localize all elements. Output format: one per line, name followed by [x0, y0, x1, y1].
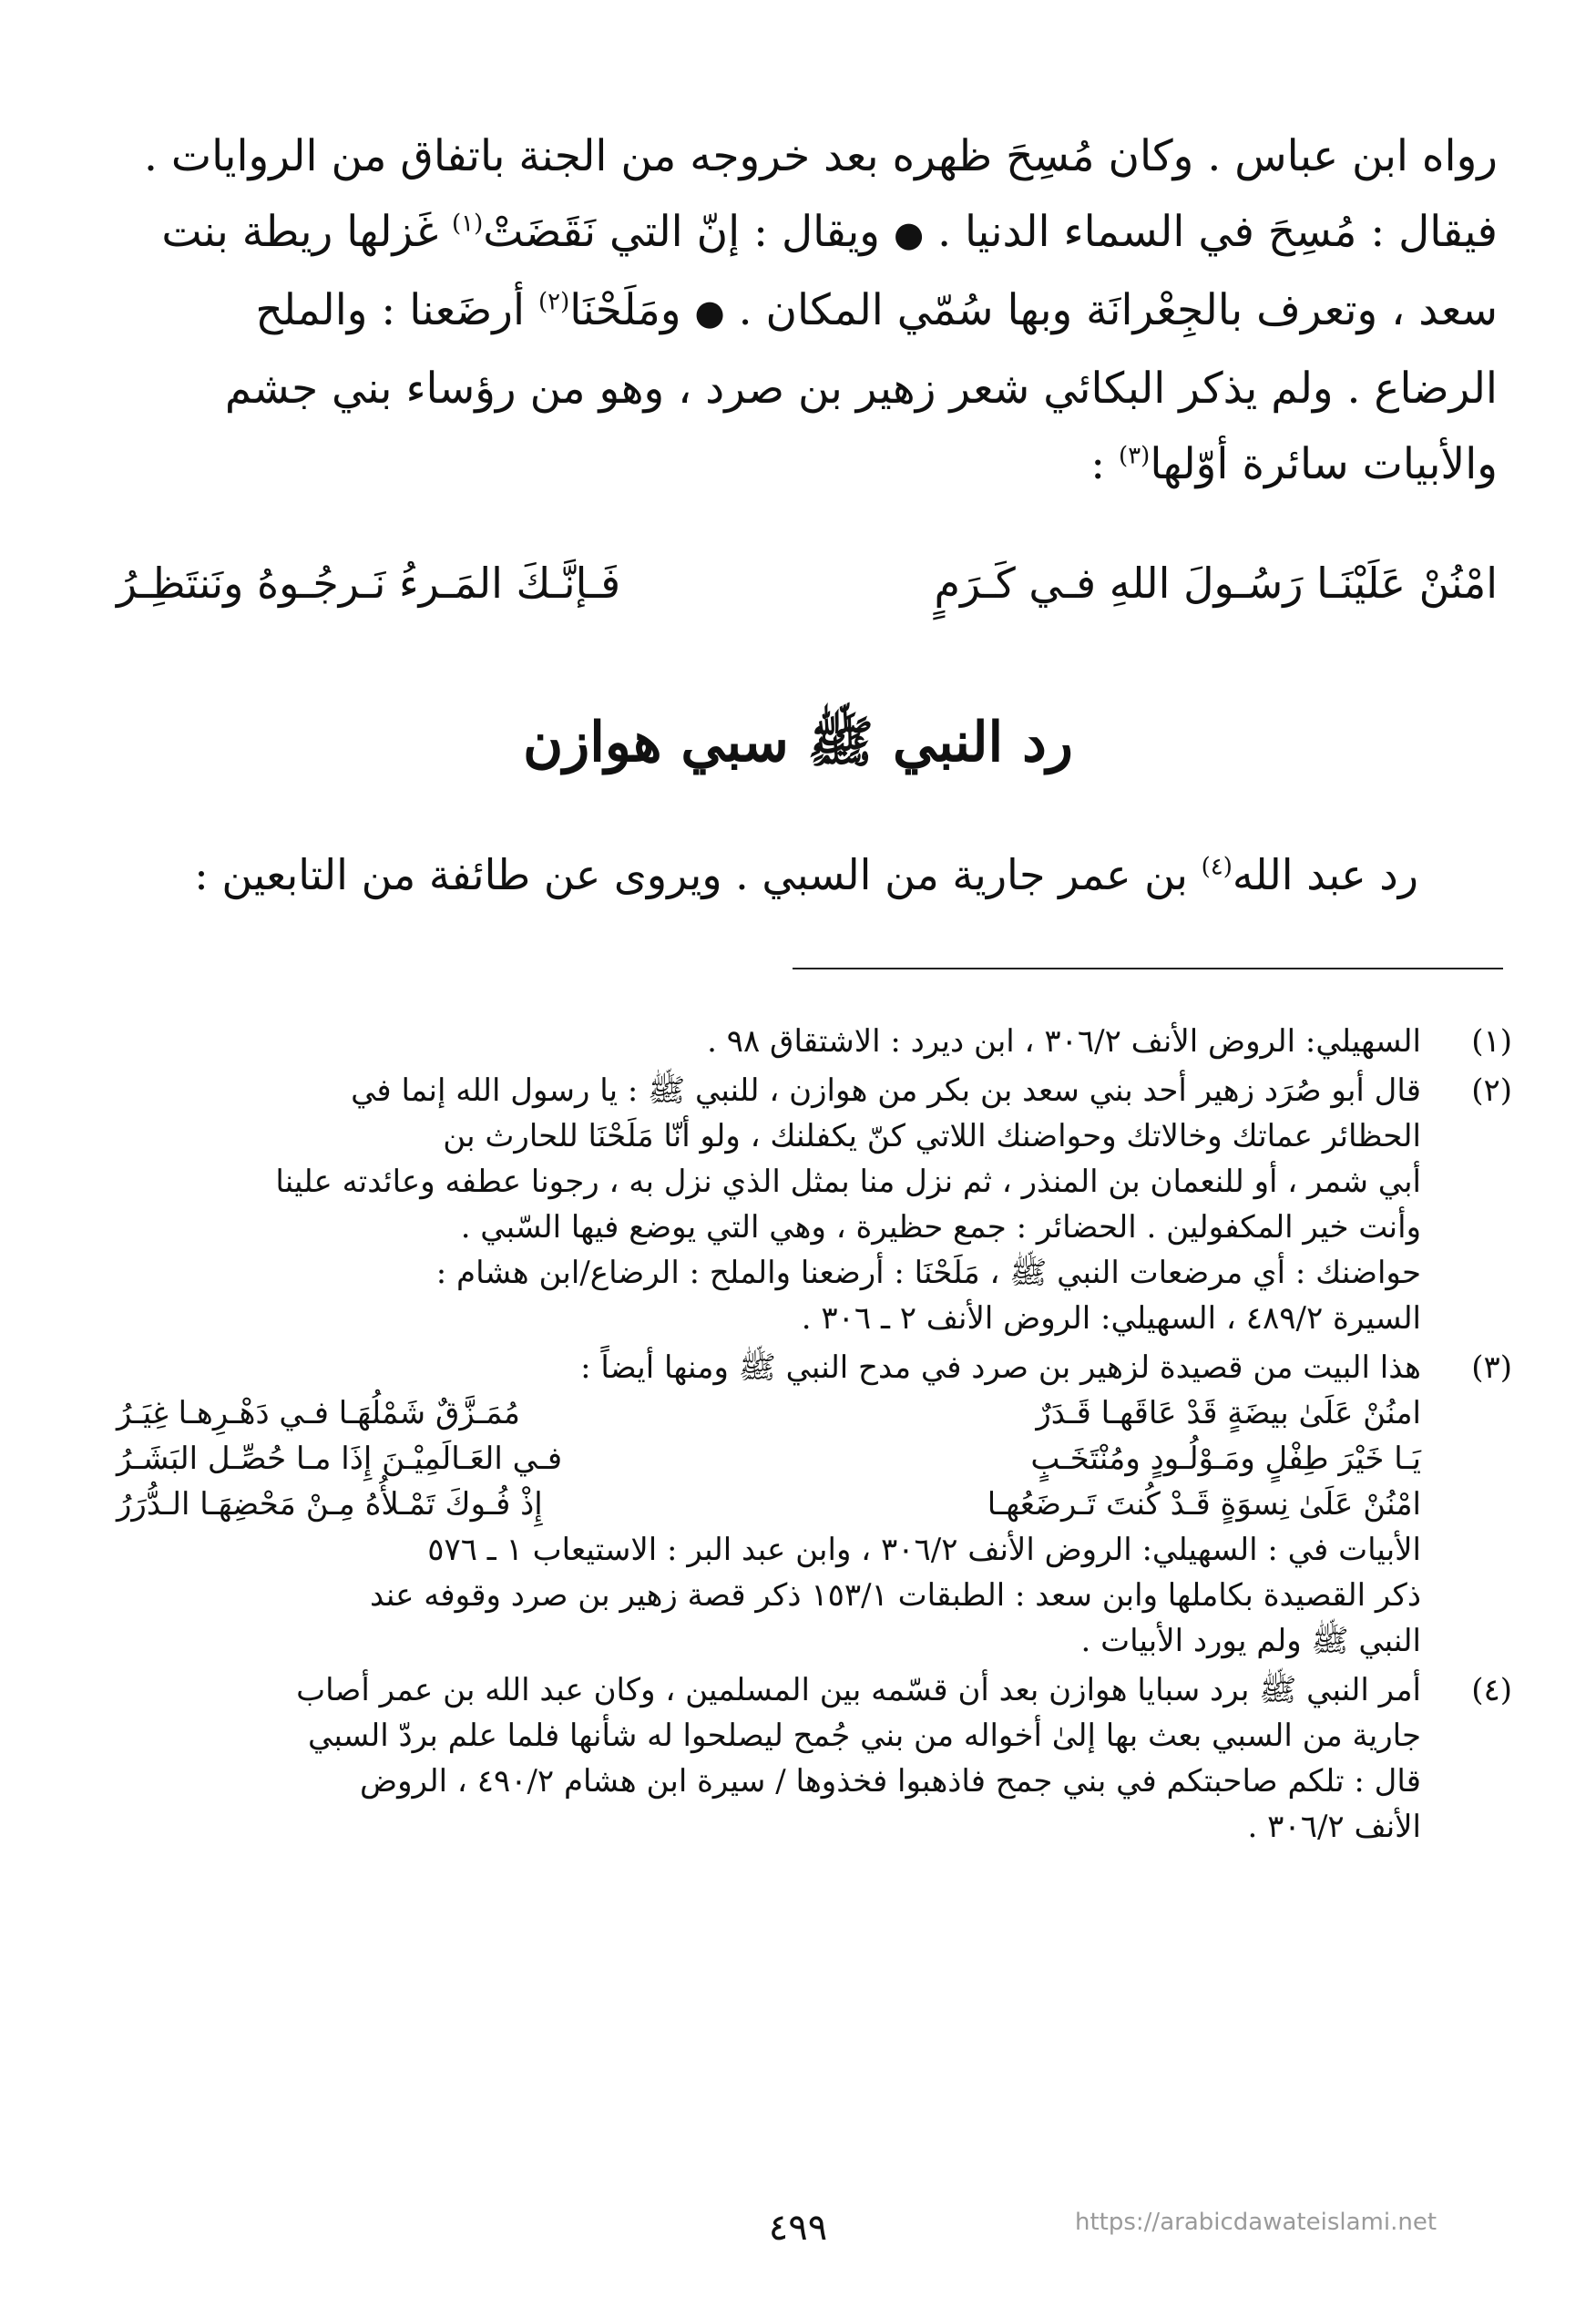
section-title: رد النبي ﷺ سبي هوازن [523, 711, 1073, 774]
footnote-mark: (٣) [1119, 442, 1151, 470]
main-line-2: فيقال : مُسِحَ في السماء الدنيا . ● ويقال : إنّ التي نَقَضَتْ$^{(١)}$ غَزلها ريطة بنت [161, 207, 1498, 257]
main-text [117, 118, 1498, 502]
page-number: ٤٩٩ [768, 2207, 828, 2249]
footnote-1 [117, 1019, 1512, 1064]
main-line-1: رواه ابن عباس . وكان مُسِحَ ظهره بعد خروجه من الجنة باتفاق من الروايات . [143, 131, 1498, 181]
main-line-5: والأبيات سائرة أوّلها$^{(٣)}$ : [1090, 439, 1498, 489]
footnote-line: وأنت خير المكفولين . الحضائر : جمع حظيرة ، وهي التي يوضع فيها السّبي . [460, 1209, 1421, 1246]
footnote-line: قال : تلكم صاحبتكم في بني جمح فاذهبوا فخذوها / سيرة ابن هشام ٤٩٠/٢ ، الروض [360, 1763, 1421, 1800]
footnote-4 [117, 1667, 1512, 1850]
footnote-number: (٤) [1471, 1672, 1512, 1708]
footnote-intro: هذا البيت من قصيدة لزهير بن صرد في مدح النبي ﷺ ومنها أيضاً : [580, 1349, 1421, 1386]
verse-second-hemistich: فَـإنَّـكَ المَـرءُ نَـرجُـوهُ ونَنتَظِـرُ [117, 559, 621, 608]
footnote-line: السيرة ٤٨٩/٢ ، السهيلي: الروض الأنف ٢ ـ ٣٠٦ . [801, 1300, 1421, 1337]
poem-verse [117, 547, 1498, 620]
footnote-line: حواضنك : أي مرضعات النبي ﷺ ، مَلَحْنَا : أرضعنا والملح : الرضاع/ابن هشام : [435, 1255, 1421, 1291]
footnote-poem-verse: امنُنْ عَلَىٰ بيضَةٍ قَدْ عَاقَهـا قَـدَرٌ مُمَـزَّقٌ شَمْلُهَـا فـي دَهْـرِهـا غِيَـرُ [117, 1395, 1421, 1431]
watermark-url: https://arabicdawateislami.net [1075, 2209, 1437, 2236]
footnote-line: الأبيات في : السهيلي: الروض الأنف ٣٠٦/٢ ، وابن عبد البر : الاستيعاب ١ ـ ٥٧٦ [427, 1532, 1421, 1568]
footnote-poem-verse: يَـا خَيْرَ طِفْلٍ ومَـوْلُـودٍ ومُنْتَخَـبٍ فـي العَـالَمِيْـنَ إِذَا مـا حُصِّـل البَشَـرُ [117, 1441, 1421, 1477]
footnote-line: النبي ﷺ ولم يورد الأبيات . [1080, 1623, 1421, 1659]
footnote-line: قال أبو صُرَد زهير أحد بني سعد بن بكر من هوازن ، للنبي ﷺ : يا رسول الله إنما في [351, 1072, 1421, 1109]
footnote-mark: (١) [452, 210, 484, 238]
footnote-line: السهيلي: الروض الأنف ٣٠٦/٢ ، ابن ديرد : الاشتقاق ٩٨ . [707, 1023, 1421, 1060]
footnote-number: (١) [1471, 1023, 1512, 1060]
footnote-2 [117, 1068, 1512, 1341]
bullet-icon: ● [694, 292, 725, 333]
footnote-number: (٢) [1471, 1072, 1512, 1109]
main-line-3: سعد ، وتعرف بالجِعْرانَة وبها سُمّي المكان . ● ومَلَحْنَا$^{(٢)}$ أرضَعنا : والملح [255, 285, 1498, 335]
bullet-icon: ● [893, 214, 925, 254]
footnote-divider [793, 968, 1503, 969]
footnote-line: ذكر القصيدة بكاملها وابن سعد : الطبقات ١٥٣/١ ذكر قصة زهير بن صرد وقوفه عند [370, 1577, 1421, 1614]
footnote-line: أمر النبي ﷺ برد سبايا هوازن بعد أن قسّمه بين المسلمين ، وكان عبد الله بن عمر أصاب [296, 1672, 1421, 1708]
footnote-line: جارية من السبي بعث بها إلىٰ أخواله من بني جُمح ليصلحوا له شأنها فلما علم بردّ السبي [307, 1718, 1421, 1754]
footnote-mark: (٤) [1201, 853, 1233, 881]
footnote-poem-verse: امْنُنْ عَلَىٰ نِسوَةٍ قَـدْ كُنتَ تَـرضَعُهـا إِذْ فُـوكَ تَمْـلأُهُ مِـنْ مَحْضِهَـا الـدُّرَرُ [117, 1486, 1421, 1523]
footnote-line: أبي شمر ، أو للنعمان بن المنذر ، ثم نزل منا بمثل الذي نزل به ، رجونا عطفه وعائدته علينا [275, 1164, 1421, 1200]
footnote-3 [117, 1345, 1512, 1664]
footnotes [117, 1019, 1512, 1853]
footnote-mark: (٢) [538, 288, 570, 316]
verse-first-hemistich: امْنُنْ عَلَيْنَـا رَسُـولَ اللهِ فـي كَـرَمٍ [934, 559, 1498, 608]
footnote-number: (٣) [1471, 1349, 1512, 1386]
footnote-line: الأنف ٣٠٦/٢ . [1247, 1809, 1421, 1845]
main-line-4: الرضاع . ولم يذكر البكائي شعر زهير بن صرد ، وهو من رؤساء بني جشم [224, 364, 1498, 414]
footnote-line: الحظائر عماتك وخالاتك وحواضنك اللاتي كنّ يكفلنك ، ولو أنّا مَلَحْنَا للحارث بن [443, 1118, 1421, 1154]
lead-paragraph: رد عبد الله$^{(٤)}$ بن عمر جارية من السبي . ويروى عن طائفة من التابعين : [194, 850, 1418, 899]
